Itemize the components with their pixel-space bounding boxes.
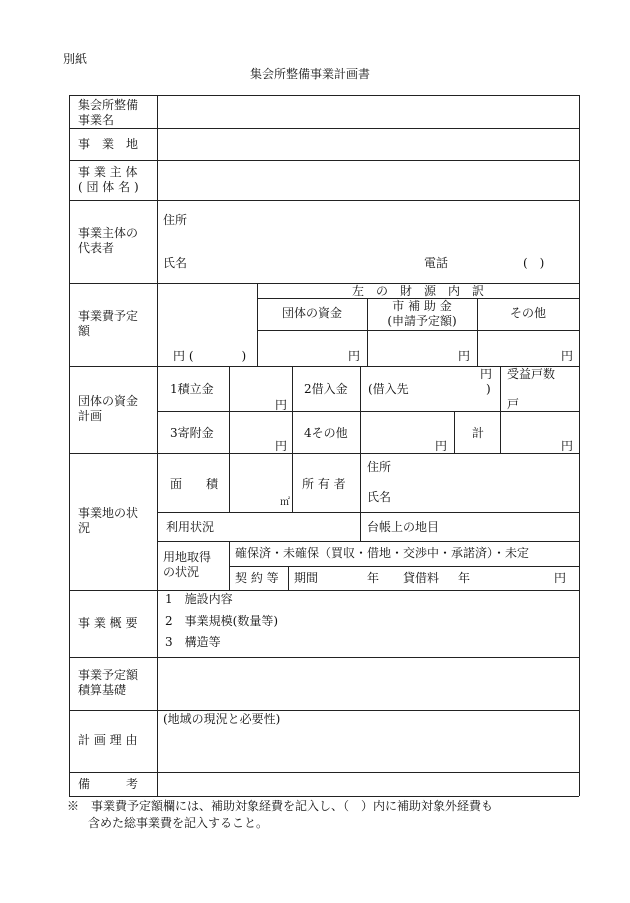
yen-unit: 円 [275, 439, 288, 453]
budget-breakdown-header: 左 の 財 源 内 訳 [351, 284, 484, 298]
yen-unit: 円 [561, 439, 574, 453]
site-owner-label: 所 有 者 [302, 477, 346, 491]
label-budget-basis: 事業予定額 積算基礎 [78, 668, 139, 697]
overview-item: 3 構造等 [165, 635, 221, 649]
overview-item: 2 事業規模(数量等) [165, 614, 278, 628]
site-area-label: 面 積 [170, 477, 219, 491]
funding-lender-label: (借入先 [368, 382, 409, 396]
site-period-label: 期間 [294, 571, 319, 585]
footnote-line-2: 含めた総事業費を記入すること。 [88, 816, 269, 830]
yen-unit: 円 [554, 571, 567, 585]
site-rent-year: 年 [458, 571, 471, 585]
label-overview: 事 業 概 要 [78, 616, 138, 630]
label-site-status: 事業地の状 況 [78, 506, 139, 535]
label-operator: 事 業 主 体 ( 団 体 名 ) [78, 165, 139, 194]
yen-unit: 円 [561, 349, 574, 363]
budget-col-other: その他 [509, 306, 546, 320]
site-acquisition-options: 確保済・未確保（買収・借地・交渉中・承諾済）・未定 [235, 546, 530, 560]
operator-field[interactable] [158, 161, 578, 199]
yen-unit: 円 [435, 439, 448, 453]
site-area-unit: ㎡ [280, 497, 290, 508]
funding-loan-label: 2借入金 [304, 382, 348, 396]
overview-item: 1 施設内容 [165, 592, 233, 606]
yen-unit: 円 [348, 349, 361, 363]
site-usage-label: 利用状況 [166, 520, 215, 534]
label-project-site: 事 業 地 [78, 137, 139, 151]
site-land-category-label: 台帳上の地目 [367, 520, 440, 534]
funding-household-unit: 戸 [507, 397, 520, 411]
yen-unit: 円 [480, 367, 493, 381]
label-funding-plan: 団体の資金 計画 [78, 394, 139, 423]
document-title: 集会所整備事業計画書 [249, 67, 370, 81]
representative-phone-label: 電話 [424, 256, 449, 270]
yen-unit: 円 [458, 349, 471, 363]
budget-total-unit: 円 ( ) [173, 349, 247, 363]
budget-basis-field[interactable] [158, 658, 578, 709]
representative-name-label: 氏名 [163, 256, 188, 270]
remarks-field[interactable] [158, 773, 578, 795]
attachment-label: 別紙 [63, 52, 88, 66]
site-address-label: 住所 [367, 460, 392, 474]
funding-other-label: 4その他 [304, 426, 348, 440]
reason-note: (地域の現況と必要性) [163, 712, 281, 726]
project-site-field[interactable] [158, 129, 578, 159]
site-year-label: 年 [367, 571, 380, 585]
label-representative: 事業主体の 代表者 [78, 226, 139, 255]
funding-lender-close: ) [486, 382, 491, 396]
funding-beneficiary-label: 受益戸数 [507, 367, 556, 381]
site-name-label: 氏名 [367, 490, 392, 504]
site-acquisition-label: 用地取得 の状況 [163, 550, 212, 579]
site-contract-label: 契 約 等 [235, 571, 279, 585]
yen-unit: 円 [275, 398, 288, 412]
label-budget: 事業費予定 額 [78, 309, 139, 338]
project-name-field[interactable] [158, 96, 578, 127]
funding-savings-label: 1積立金 [170, 382, 214, 396]
label-reason: 計 画 理 由 [78, 733, 138, 747]
funding-donations-label: 3寄附金 [170, 426, 214, 440]
representative-address-label: 住所 [163, 213, 188, 227]
budget-col-group-funds: 団体の資金 [281, 306, 342, 320]
funding-total-label: 計 [472, 426, 485, 440]
label-project-name: 集会所整備 事業名 [78, 98, 139, 127]
footnote-line-1: ※ 事業費予定額欄には、補助対象経費を記入し、（ ）内に補助対象外経費も [67, 799, 494, 813]
site-rent-label: 貸借料 [403, 571, 440, 585]
budget-col-subsidy: 市 補 助 金 (申請予定額) [387, 299, 457, 328]
label-remarks: 備 考 [78, 777, 139, 791]
representative-phone-paren: ( ) [523, 256, 545, 270]
